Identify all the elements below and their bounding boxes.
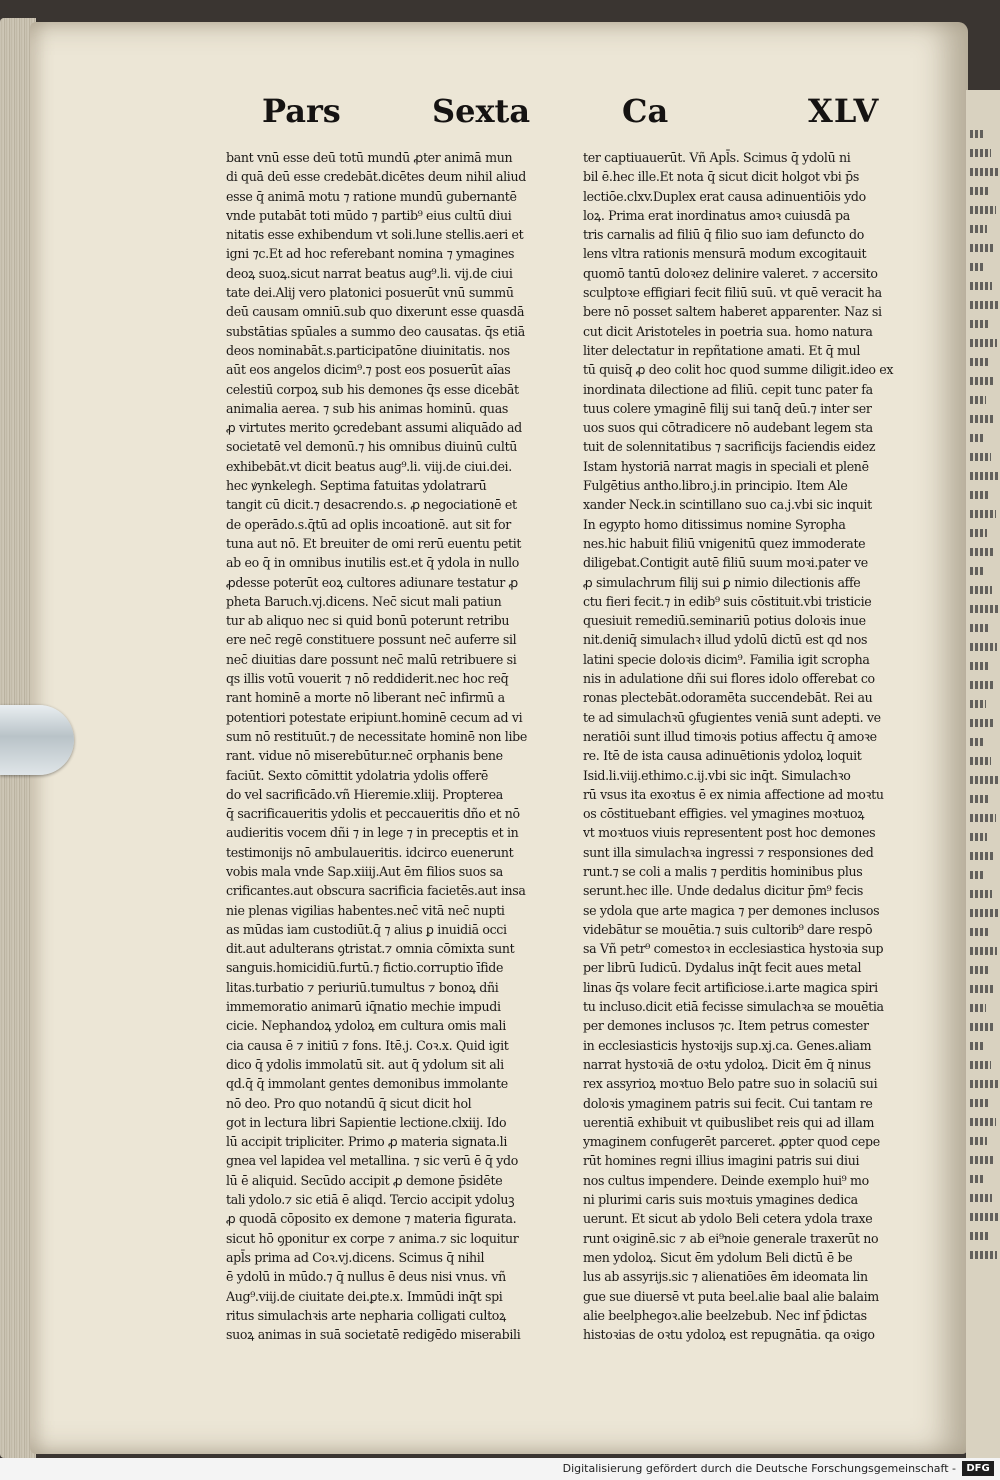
facing-page-text-fragment <box>970 795 989 803</box>
facing-page-text-fragment <box>970 871 985 879</box>
text-line: bere nō posset saltem haberet apparenter. Naz si <box>583 304 882 320</box>
facing-page-text-fragment <box>970 472 998 480</box>
text-line: animalia aerea. ⁊ sub his animas hominū. quas <box>226 400 508 416</box>
text-line: ꝓ simulachrum filij sui ꝑ nimio dilectionis affe <box>583 574 861 590</box>
text-line: cut dicit Aristoteles in poetria sua. homo natura <box>583 323 873 339</box>
text-line: diligebat.Contigit autē filiū suum moꝛi.pater ve <box>583 555 868 571</box>
text-line: linas q̄s volare fecit artificiose.i.arte magica spiri <box>583 979 878 995</box>
text-line: ymaginem confugerēt parceret. ꝓpter quod cepe <box>583 1134 880 1150</box>
facing-page-text-fragment <box>970 130 984 138</box>
facing-page-text-fragment <box>970 605 999 613</box>
facing-page-text-fragment <box>970 149 991 157</box>
text-line: vobis mala vnde Sap.xiiij.Aut ēm filios suos sa <box>226 863 503 879</box>
facing-page-text-fragment <box>970 320 990 328</box>
running-head-sexta: Sexta <box>432 92 531 130</box>
text-line: rant. vidue nō miserebūtur.nec̄ orphanis bene <box>226 748 503 764</box>
text-line: tur ab aliquo nec si quid bonū poterunt retribu <box>226 613 510 629</box>
text-line: os cōstituebant effigies. vel ymagines moꝛtuoꝝ <box>583 806 865 822</box>
facing-page-text-fragment <box>970 529 987 537</box>
text-line: immemoratio animarū iq̄natio mechie impudi <box>226 999 501 1015</box>
text-line: quesiuit remediū.seminariū potius doloꝛis inue <box>583 613 866 629</box>
text-line: ab eo q̄ in omnibus inutilis est.et q̄ ydola in nullo <box>226 555 519 571</box>
facing-page-text-fragment <box>970 187 989 195</box>
text-line: rūt homines regni illius imagini patris sui diui <box>583 1153 860 1169</box>
text-line: lus ab assyrijs.sic ⁊ alienatiōes ēm ideomata lin <box>583 1269 868 1285</box>
text-line: tate dei.Alij vero platonici posuerūt vnū summū <box>226 285 514 301</box>
text-line: cia causa ē ⁊ initiū ⁊ fons. Itē.j. Coꝛ.x. Quid igit <box>226 1037 509 1053</box>
facing-page-text-fragment <box>970 700 986 708</box>
running-head-pars: Pars <box>262 92 341 130</box>
facing-page-text-fragment <box>970 339 997 347</box>
text-line: lectiōe.clxv.Duplex erat causa adinuentiōis ydo <box>583 188 866 204</box>
text-line: gnea vel lapidea vel metallina. ⁊ sic verū ē q̄ ydo <box>226 1153 518 1169</box>
facing-page-text-fragment <box>970 643 997 651</box>
text-line: nit.deniq̄ simulachꝛ illud ydolū dictū est qd nos <box>583 632 868 648</box>
text-line: tu incluso.dicit etiā fecisse simulachꝛa se mouētia <box>583 999 884 1015</box>
left-text-column <box>226 148 580 1344</box>
facing-page-text-fragment <box>970 662 988 670</box>
text-line: lū accipit tripliciter. Primo ꝓ materia signata.li <box>226 1134 508 1150</box>
facing-page-text-fragment <box>970 377 995 385</box>
text-line: uerunt. Et sicut ab ydolo Beli cetera ydola traxe <box>583 1211 873 1227</box>
text-line: bant vnū esse deū totū mundū ꝓter animā mun <box>226 150 513 165</box>
facing-page-text-fragment <box>970 833 987 841</box>
text-line: crificantes.aut obscura sacrificia facietēs.aut insa <box>226 883 526 899</box>
facing-page-text-fragment <box>970 263 985 271</box>
text-line: in ecclesiasticis hystoꝛijs sup.xj.ca. Genes.aliam <box>583 1037 872 1053</box>
facing-page-text-fragment <box>970 1118 996 1126</box>
text-line: runt.⁊ se coli a malis ⁊ perditis hominibus plus <box>583 863 863 879</box>
facing-page-text-fragment <box>970 624 990 632</box>
text-line: di quā deū esse credebāt.dicētes deum nihil aliud <box>226 169 526 185</box>
facing-page-text-fragment <box>970 681 995 689</box>
folio-number: XLV <box>808 92 880 130</box>
text-line: suoꝝ animas in suā societatē redigēdo miserabili <box>226 1327 521 1343</box>
text-line: sum nō restituūt.⁊ de necessitate hominē non libe <box>226 728 527 744</box>
facing-page-text-fragment <box>970 1004 986 1012</box>
text-line: deū causam omniū.sub quo dixerunt esse quasdā <box>226 304 525 320</box>
text-line: quomō tantū doloꝛez delinire valeret. ⁊ accersito <box>583 265 878 281</box>
text-line: doloꝛis ymaginem patris sui fecit. Cui tantam re <box>583 1095 873 1111</box>
text-line: tris carnalis ad filiū q̄ filio suo iam defuncto do <box>583 227 865 243</box>
facing-page-text-fragment <box>970 909 999 917</box>
text-line: te ad simulachꝛū ꝯfugientes veniā sunt adepti. ve <box>583 709 881 725</box>
text-line: sunt illa simulachꝛa ingressi ⁊ responsiones ded <box>583 844 874 860</box>
facing-page-text-fragment <box>970 586 992 594</box>
text-line: videbātur se mouētia.⁊ suis cultorib⁹ dare respō <box>583 921 873 937</box>
text-line: ꝓ virtutes merito ꝯcredebant assumi aliquādo ad <box>226 420 522 436</box>
text-line: ꝓdesse poterūt eoꝝ cultores adiunare testatur ꝓ <box>226 574 518 590</box>
text-line: potentiori potestate eripiunt.hominē cecum ad vi <box>226 709 523 725</box>
text-line: Isid.li.viij.ethimo.c.ij.vbi sic inq̄t. Simulachꝛo <box>583 767 851 783</box>
text-line: per demones inclusos ⁊c. Item petrus comester <box>583 1018 869 1034</box>
text-line: de operādo.s.q̄tū ad oplis incoationē. aut sit for <box>226 516 511 532</box>
text-line: q̄ sacrificaueritis ydolis et peccaueritis dño et nō <box>226 806 520 822</box>
facing-page-text-fragment <box>970 415 993 423</box>
facing-page-text-fragment <box>970 1175 985 1183</box>
text-line: lens vltra rationis mensurā modum excogitauit <box>583 246 867 262</box>
text-line: re. Itē de ista causa adinuētionis ydoloꝝ loquit <box>583 748 862 764</box>
facing-page-text-fragment <box>970 1099 989 1107</box>
facing-page-text-fragment <box>970 225 987 233</box>
text-line: ctu fieri fecit.⁊ in edib⁹ suis cōstituit.vbi tristicie <box>583 593 872 609</box>
text-line: dit.aut adulterans ꝯtristat.⁊ omnia cōmixta sunt <box>226 941 515 957</box>
text-line: nō deo. Pro quo notandū q̄ sicut dicit hol <box>226 1095 472 1111</box>
facing-page-text-fragment <box>970 1251 997 1259</box>
text-line: aūt eos angelos dicim⁹.⁊ post eos posuerūt aīas <box>226 362 511 378</box>
right-text-column <box>583 148 937 1344</box>
text-line: tangit cū dicit.⁊ desacrendo.s. ꝓ negociationē et <box>226 497 517 513</box>
text-line: neratiōi sunt illud timoꝛis potius affectu q̄ amoꝛe <box>583 728 877 744</box>
text-line: histoꝛias de oꝛtu ydoloꝝ est repugnātia. qa oꝛigo <box>583 1327 875 1343</box>
facing-page-text-fragment <box>970 1156 994 1164</box>
text-line: tuus colere ymaginē filij sui tanq̄ deū.⁊ inter ser <box>583 400 872 416</box>
facing-page-text-fragment <box>970 814 996 822</box>
facing-page-text-fragment <box>970 301 999 309</box>
facing-page-text-fragment <box>970 1194 992 1202</box>
text-line: sa Vñ petr⁹ comestoꝛ in ecclesiastica hystoꝛia sup <box>583 941 884 957</box>
text-line: liter delectatur in repñtatione amati. Et q̄ mul <box>583 342 861 358</box>
text-line: societatē vel demonū.⁊ his omnibus diuinū cultū <box>226 439 518 455</box>
text-line: exhibebāt.vt dicit beatus aug⁹.li. viij.de ciui.dei. <box>226 458 512 474</box>
text-line: bil ē.hec ille.Et nota q̄ sicut dicit holgot vbi p̄s <box>583 169 859 185</box>
facing-page-strip <box>966 90 1000 1460</box>
text-line: deos nominabāt.s.participatōne diuinitatis. nos <box>226 342 510 358</box>
text-line: testimonijs nō ambulaueritis. idcirco euenerunt <box>226 844 514 860</box>
text-line: sanguis.homicidiū.furtū.⁊ fictio.corruptio īfide <box>226 960 504 976</box>
text-line: vnde putabāt toti mūdo ⁊ partib⁹ eius cultū diui <box>226 207 512 223</box>
text-line: qd.q̄ q̄ immolant gentes demonibus immolante <box>226 1076 508 1092</box>
digitization-credit: Digitalisierung gefördert durch die Deutsche Forschungsgemeinschaft - <box>562 1462 956 1475</box>
facing-page-text-fragment <box>970 282 992 290</box>
text-line: qs illis votū vouerit ⁊ nō reddiderit.nec hoc req̄ <box>226 671 509 687</box>
facing-page-text-fragment <box>970 244 994 252</box>
text-line: nes.hic habuit filiū vnigenitū quez immoderate <box>583 535 866 551</box>
text-line: apl̄s prima ad Coꝛ.vj.dicens. Scimus q̄ nihil <box>226 1249 485 1265</box>
text-line: substātias spūales a summo deo causatas. q̄s etiā <box>226 323 525 339</box>
text-line: igni ⁊c.Et ad hoc referebant nomina ⁊ ymagines <box>226 246 515 262</box>
text-line: as mūdas iam custodiūt.q̄ ⁊ alius ꝑ inuidiā occi <box>226 921 507 937</box>
text-line: rex assyrioꝝ moꝛtuo Belo patre suo in solaciū sui <box>583 1076 878 1092</box>
facing-page-text-fragment <box>970 1061 991 1069</box>
text-line: Fulgētius antho.libro.j.in principio. Item Ale <box>583 478 848 494</box>
facing-page-text-fragment <box>970 947 997 955</box>
facing-page-text-fragment <box>970 358 988 366</box>
facing-page-text-fragment <box>970 491 989 499</box>
facing-page-text-fragment <box>970 966 988 974</box>
facing-page-text-fragment <box>970 1042 984 1050</box>
text-line: inordinata dilectione ad filiū. cepit tunc pater fa <box>583 381 873 397</box>
facing-page-text-fragment <box>970 1137 987 1145</box>
text-line: faciūt. Sexto cōmittit ydolatria ydolis offerē <box>226 767 489 783</box>
text-line: per librū Iudicū. Dydalus inq̄t fecit aues metal <box>583 960 862 976</box>
facing-page-text-fragment <box>970 168 998 176</box>
text-line: celestiū corpoꝝ sub his demones q̄s esse dicebāt <box>226 381 519 397</box>
text-line: tuit de solennitatibus ⁊ sacrificijs faciendis eidez <box>583 439 876 455</box>
text-line: sculptoꝛe effigiari fecit filiū suū. vt quē veracit ha <box>583 285 882 301</box>
text-line: narrat hystoꝛiā de oꝛtu ydoloꝝ. Dicit ēm q̄ ninus <box>583 1056 871 1072</box>
text-line: nie plenas vigilias habentes.nec̄ vitā nec̄ nupti <box>226 902 505 918</box>
text-line: tali ydolo.⁊ sic etiā ē aliqd. Tercio accipit ydoluꝫ <box>226 1192 515 1208</box>
text-line: ter captiuauerūt. Vñ Apl̄s. Scimus q̄ ydolū ni <box>583 150 851 165</box>
text-line: ere nec̄ regē constituere possunt nec̄ auferre sil <box>226 632 517 648</box>
text-line: ē ydolū in mūdo.⁊ q̄ nullus ē deus nisi vnus. vñ <box>226 1269 506 1285</box>
text-line: nitatis esse exhibendum vt soli.lune stellis.aeri et <box>226 227 524 243</box>
text-line: hec ꝟynkelegh. Septima fatuitas ydolatrarū <box>226 478 487 494</box>
text-line: nis in adulatione dñi sui flores idolo offerebat co <box>583 671 875 687</box>
facing-page-text-fragment <box>970 719 993 727</box>
facing-page-text-fragment <box>970 738 984 746</box>
text-line: dico q̄ ydolis immolatū sit. aut q̄ ydolum sit ali <box>226 1056 504 1072</box>
text-line: se ydola que arte magica ⁊ per demones inclusos <box>583 902 880 918</box>
text-line: tuna aut nō. Et breuiter de omi rerū euentu petit <box>226 535 522 551</box>
facing-page-text-fragment <box>970 434 984 442</box>
text-line: lū ē aliquid. Secūdo accipit ꝓ demone p̄sidēte <box>226 1172 503 1188</box>
text-line: In egypto homo ditissimus nomine Syropha <box>583 516 846 532</box>
text-line: uerentiā exhibuit vt quibuslibet reis qui ad illam <box>583 1114 875 1130</box>
text-line: ronas plectebāt.odoramēta succendebāt. Rei au <box>583 690 873 706</box>
text-line: runt oꝛiginē.sic ⁊ ab ei⁹noie generale traxerūt no <box>583 1230 879 1246</box>
text-line: loꝝ. Prima erat inordinatus amoꝛ cuiusdā pa <box>583 207 850 223</box>
facing-page-text-fragment <box>970 1023 993 1031</box>
facing-page-text-fragment <box>970 548 994 556</box>
text-line: ritus simulachꝛis arte nepharia colligati cultoꝝ <box>226 1307 506 1323</box>
text-line: nos cultus impendere. Deinde exemplo hui⁹ mo <box>583 1172 869 1188</box>
facing-page-text-fragment <box>970 567 985 575</box>
facing-page-text-fragment <box>970 890 992 898</box>
text-line: serunt.hec ille. Unde dedalus dicitur p̄m⁹ fecis <box>583 883 863 899</box>
text-line: ꝓ quodā cōposito ex demone ⁊ materia figurata. <box>226 1211 517 1227</box>
text-line: rant hominē a morte nō liberant nec̄ infirmū a <box>226 690 505 706</box>
text-line: latini specie doloꝛis dicim⁹. Familia igit scropha <box>583 651 870 667</box>
text-line: pheta Baruch.vj.dicens. Nec̄ sicut mali patiun <box>226 593 502 609</box>
facing-page-text-fragment <box>970 928 990 936</box>
text-line: esse q̄ animā motu ⁊ ratione mundū gubernantē <box>226 188 517 204</box>
text-line: xander Neck.in scintillano suo ca.j.vbi sic inquit <box>583 497 872 513</box>
text-line: sicut hō ꝯponitur ex corpe ⁊ anima.⁊ sic loquitur <box>226 1230 519 1246</box>
facing-page-text-fragment <box>970 510 996 518</box>
dfg-logo: DFG <box>962 1461 994 1476</box>
text-line: gue sue diuersē vt puta beel.alie baal alie balaim <box>583 1288 879 1304</box>
text-line: litas.turbatio ⁊ periuriū.tumultus ⁊ bonoꝝ dñi <box>226 979 499 995</box>
page-clip <box>0 705 74 775</box>
facing-page-text-fragment <box>970 1213 999 1221</box>
facing-page-text-fragment <box>970 985 995 993</box>
text-line: cicie. Nephandoꝝ ydoloꝝ em cultura omis mali <box>226 1018 506 1034</box>
facing-page-text-fragment <box>970 1232 990 1240</box>
text-line: got in lectura libri Sapientie lectione.clxiij. Ido <box>226 1114 507 1130</box>
text-line: men ydoloꝝ. Sicut ēm ydolum Beli dictū ē be <box>583 1249 853 1265</box>
text-line: deoꝝ suoꝝ.sicut narrat beatus aug⁹.li. vij.de ciui <box>226 265 513 281</box>
text-line: alie beelphegoꝛ.alie beelzebub. Nec inf p̄dictas <box>583 1307 867 1323</box>
text-line: vt moꝛtuos viuis representent post hoc demones <box>583 825 876 841</box>
text-line: tū quisq̄ ꝓ deo colit hoc quod summe diligit.ideo ex <box>583 362 894 378</box>
text-line: do vel sacrificādo.vñ Hieremie.xliij. Propterea <box>226 786 503 802</box>
text-line: rū vsus ita exoꝛtus ē ex nimia affectione ad moꝛtu <box>583 786 884 802</box>
text-line: nec̄ diuitias dare possunt nec̄ malū retribuere si <box>226 651 517 667</box>
facing-page-text-fragment <box>970 757 991 765</box>
facing-page-text-fragment <box>970 776 998 784</box>
facing-page-text-fragment <box>970 453 991 461</box>
facing-page-text-fragment <box>970 206 996 214</box>
text-line: uos suos qui cōtradicere nō audebant legem sta <box>583 420 873 436</box>
facing-page-text-fragment <box>970 1080 998 1088</box>
running-head-ca: Ca <box>622 92 669 130</box>
text-line: ni plurimi caris suis moꝛtuis ymagines dedica <box>583 1192 858 1208</box>
text-line: Aug⁹.viij.de ciuitate dei.ꝑte.x. Immūdi inq̄t spi <box>226 1288 503 1304</box>
text-line: audieritis vocem dñi ⁊ in lege ⁊ in preceptis et in <box>226 825 519 841</box>
facing-page-text-fragment <box>970 396 986 404</box>
text-line: Istam hystoriā narrat magis in speciali et plenē <box>583 458 869 474</box>
facing-page-text-fragment <box>970 852 994 860</box>
